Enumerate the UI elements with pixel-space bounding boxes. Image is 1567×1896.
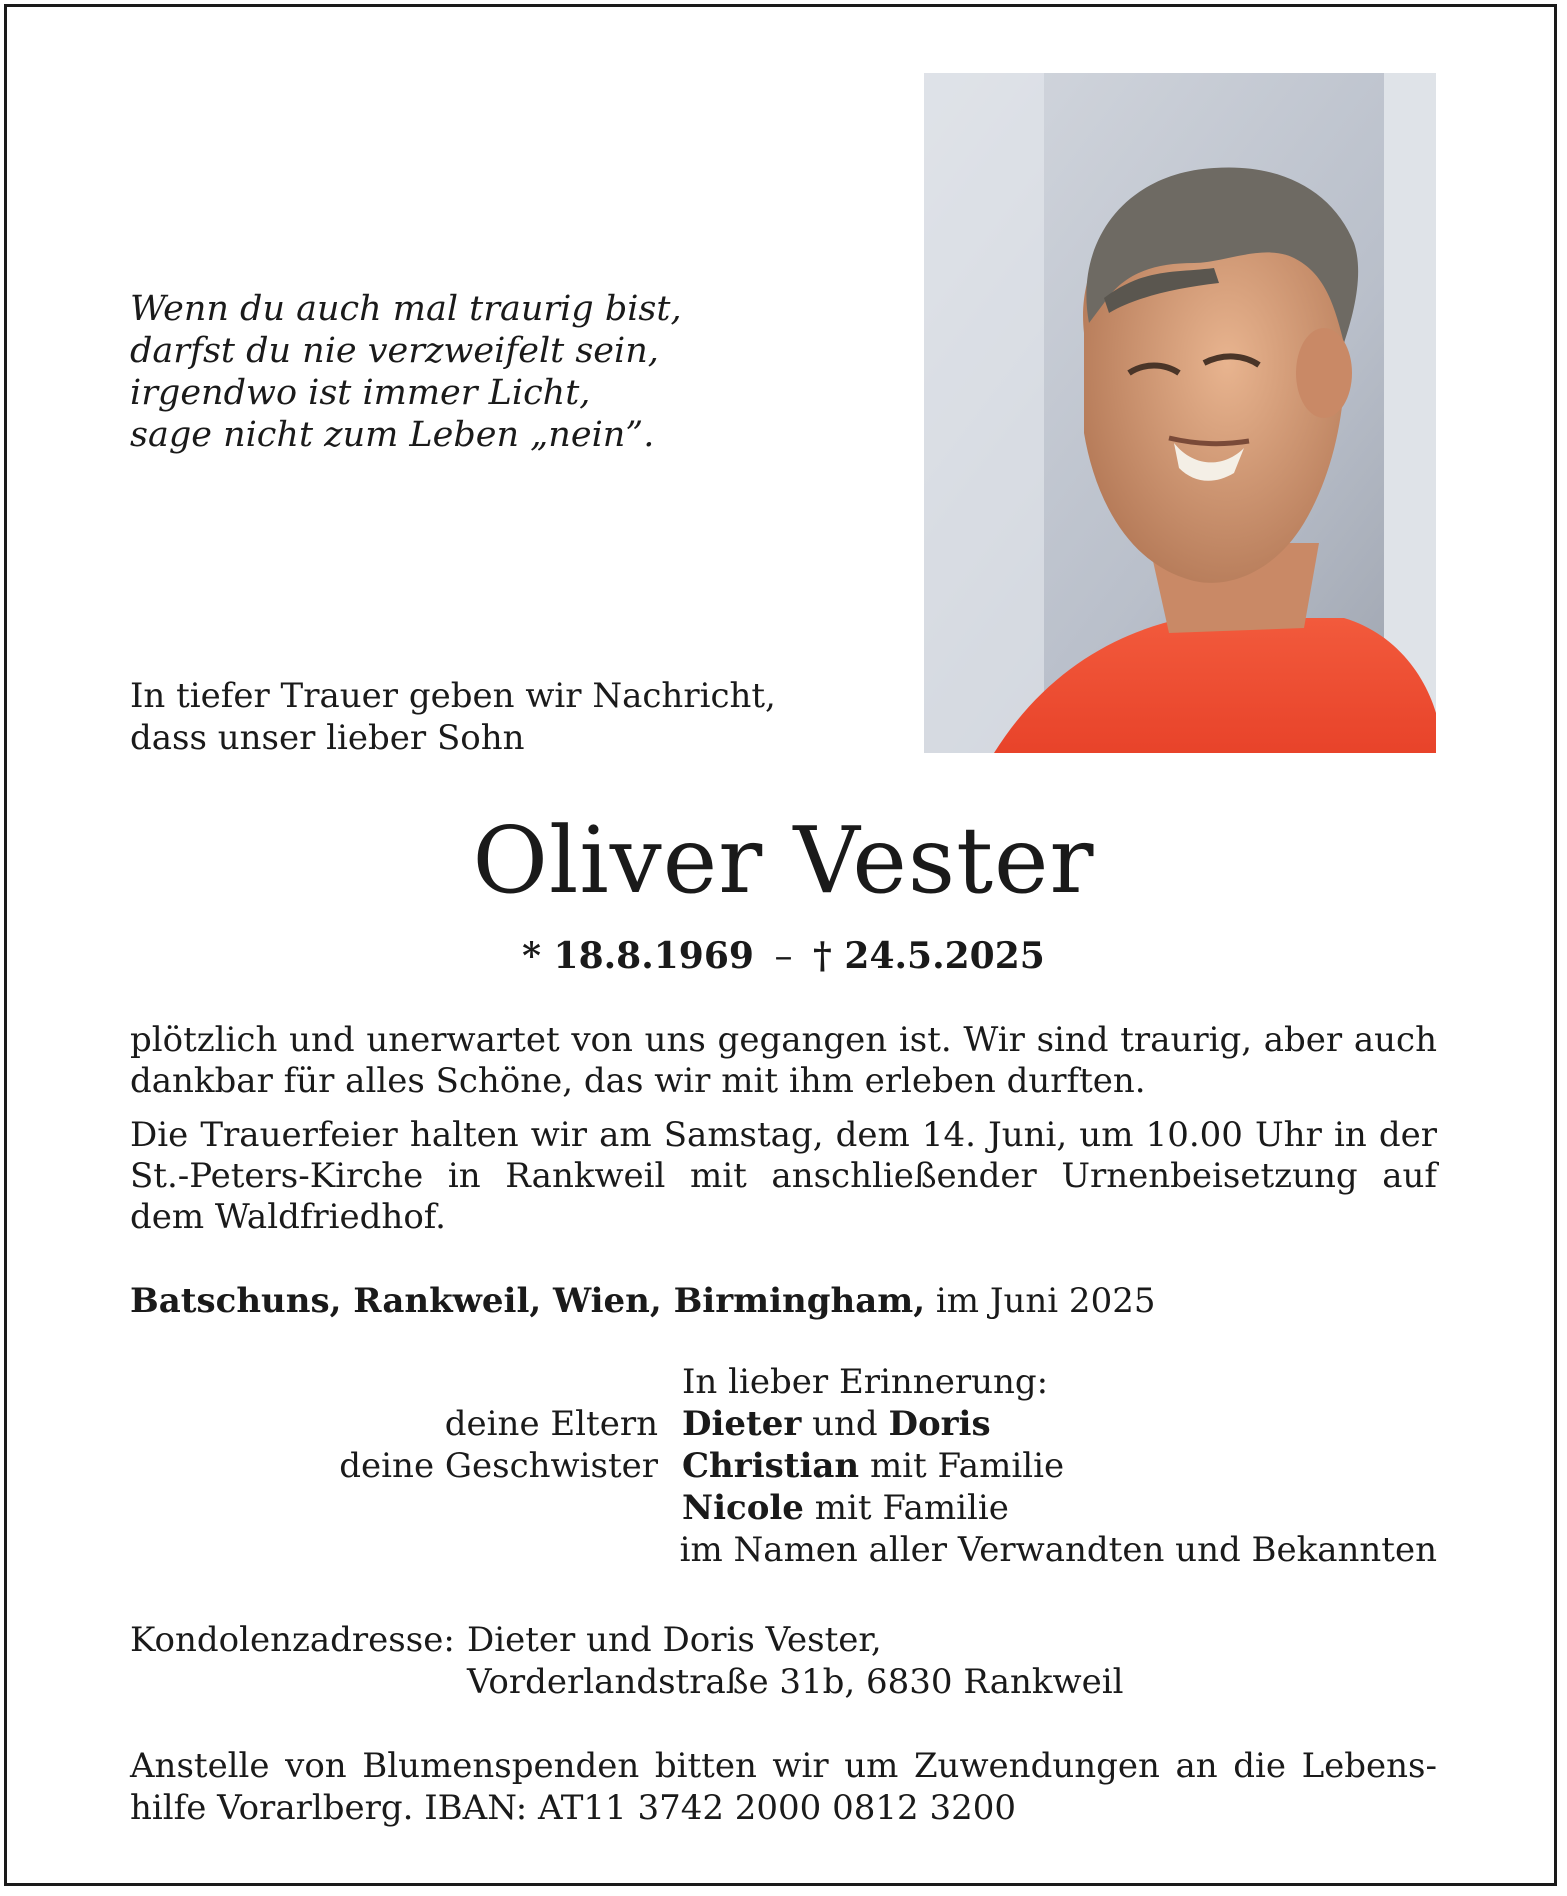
death-symbol: † [813,935,832,977]
portrait-photo [924,73,1436,753]
date-separator: – [774,936,793,977]
intro-line: In tiefer Trauer geben wir Nachricht, [130,676,776,716]
parent-name: Dieter [682,1404,802,1444]
parents-names [682,1403,991,1445]
birth-symbol: * [522,935,541,977]
sibling-name: Nicole [682,1488,804,1528]
condolence-address [130,1619,1437,1703]
verse-line: darfst du nie verzweifelt sein, [130,331,659,371]
mourners-heading: In lieber Erinnerung: [682,1362,1049,1402]
life-dates [0,934,1567,979]
parent-name: Doris [888,1404,991,1444]
memorial-verse [130,288,690,456]
sibling-suffix: mit Familie [869,1446,1065,1486]
deceased-name: Oliver Vester [472,807,1095,914]
death-date: 24.5.2025 [844,935,1045,977]
sibling-suffix: mit Familie [814,1488,1009,1528]
intro-line: dass unser lieber Sohn [130,718,525,758]
sibling-entry [682,1487,1009,1529]
notice-paragraph: plötzlich und unerwartet von uns gegangen ist. Wir sind traurig, aber auch dankbar für alles Schöne, das wir mit ihm erleben durften. [130,1020,1437,1101]
siblings-label: deine Geschwister [339,1446,658,1486]
place-names: Batschuns, Rankweil, Wien, Birmingham, [130,1281,926,1321]
sibling-entry [682,1445,1064,1487]
place-date: im Juni 2025 [935,1281,1156,1321]
condolence-label: Kondolenzadresse: [130,1620,455,1660]
portrait-illustration [924,73,1436,753]
donation-note: Anstelle von Blumenspenden bitten wir um Zuwendungen an die Lebenshilfe Vorarlberg. IBAN: AT11 3742 2000 0812 3200 [130,1746,1437,1828]
birth-date: 18.8.1969 [553,935,754,977]
parents-label: deine Eltern [444,1404,658,1444]
condolence-line: Vorderlandstraße 31b, 6830 Rankweil [467,1662,1124,1702]
verse-line: Wenn du auch mal traurig bist, [130,289,682,329]
funeral-details-paragraph: Die Trauerfeier halten wir am Samstag, dem 14. Juni, um 10.00 Uhr in der St.-Peters-Kirche in Rankweil mit anschließender Urnenbeisetzung auf dem Waldfriedhof. [130,1115,1437,1237]
place-and-date [130,1280,1437,1322]
intro-text [130,675,804,759]
mourners-closing: im Namen aller Verwandten und Bekannten [679,1530,1437,1570]
mourners-list [130,1361,1437,1571]
conjunction: und [812,1404,878,1444]
sibling-name: Christian [682,1446,860,1486]
verse-line: irgendwo ist immer Licht, [130,373,591,413]
condolence-line: Dieter und Doris Vester, [467,1620,882,1660]
verse-line: sage nicht zum Leben „nein”. [130,415,655,455]
